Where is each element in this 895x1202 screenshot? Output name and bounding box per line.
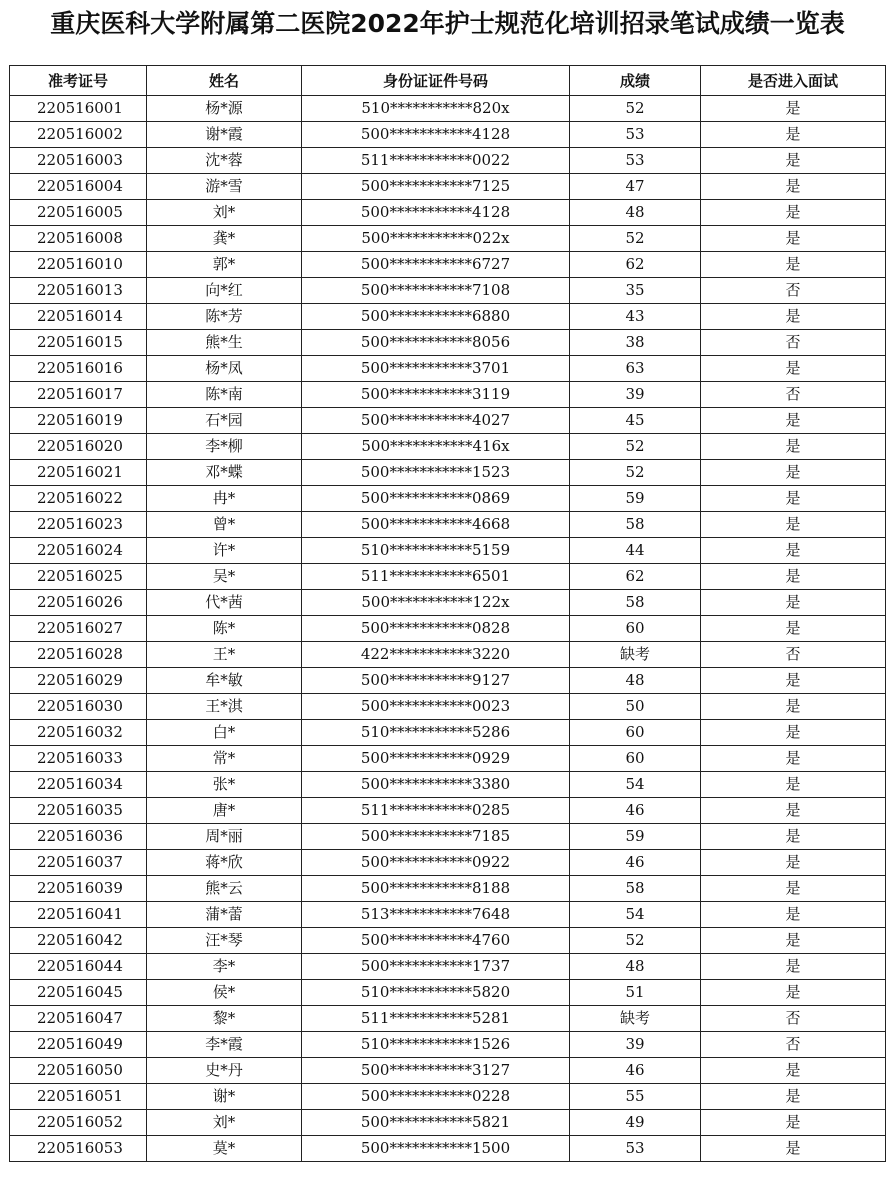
cell-interview: 是 <box>701 668 886 694</box>
page-title: 重庆医科大学附属第二医院2022年护士规范化培训招录笔试成绩一览表 <box>50 9 845 38</box>
cell-score: 52 <box>570 460 701 486</box>
table-row <box>10 148 886 174</box>
cell-score: 59 <box>570 824 701 850</box>
cell-interview: 否 <box>701 642 886 668</box>
table-row <box>10 252 886 278</box>
cell-interview: 是 <box>701 616 886 642</box>
cell-name: 李*柳 <box>147 434 302 460</box>
cell-id-number: 510***********5286 <box>302 720 570 746</box>
cell-interview: 是 <box>701 954 886 980</box>
col-header-exam-id: 准考证号 <box>10 66 147 96</box>
cell-interview: 是 <box>701 1084 886 1110</box>
cell-exam-id: 220516053 <box>10 1136 147 1162</box>
cell-id-number: 500***********3127 <box>302 1058 570 1084</box>
cell-interview: 是 <box>701 564 886 590</box>
col-header-score: 成绩 <box>570 66 701 96</box>
cell-interview: 是 <box>701 122 886 148</box>
cell-exam-id: 220516044 <box>10 954 147 980</box>
cell-name: 王*淇 <box>147 694 302 720</box>
table-row <box>10 1006 886 1032</box>
cell-score: 59 <box>570 486 701 512</box>
cell-exam-id: 220516025 <box>10 564 147 590</box>
cell-exam-id: 220516033 <box>10 746 147 772</box>
cell-exam-id: 220516045 <box>10 980 147 1006</box>
cell-id-number: 500***********1737 <box>302 954 570 980</box>
cell-id-number: 500***********4128 <box>302 200 570 226</box>
table-row <box>10 122 886 148</box>
cell-interview: 是 <box>701 538 886 564</box>
cell-score: 48 <box>570 668 701 694</box>
cell-score: 60 <box>570 746 701 772</box>
table-row <box>10 1084 886 1110</box>
table-row <box>10 954 886 980</box>
cell-id-number: 500***********4128 <box>302 122 570 148</box>
cell-score: 50 <box>570 694 701 720</box>
cell-interview: 否 <box>701 382 886 408</box>
cell-id-number: 500***********5821 <box>302 1110 570 1136</box>
cell-id-number: 500***********122x <box>302 590 570 616</box>
table-row <box>10 902 886 928</box>
cell-id-number: 500***********4668 <box>302 512 570 538</box>
cell-name: 张* <box>147 772 302 798</box>
table-row <box>10 590 886 616</box>
cell-id-number: 513***********7648 <box>302 902 570 928</box>
cell-interview: 是 <box>701 148 886 174</box>
cell-score: 47 <box>570 174 701 200</box>
table-row <box>10 1136 886 1162</box>
cell-name: 常* <box>147 746 302 772</box>
cell-name: 史*丹 <box>147 1058 302 1084</box>
table-row <box>10 746 886 772</box>
cell-name: 陈*芳 <box>147 304 302 330</box>
cell-exam-id: 220516003 <box>10 148 147 174</box>
cell-name: 谢* <box>147 1084 302 1110</box>
cell-name: 龚* <box>147 226 302 252</box>
cell-name: 向*红 <box>147 278 302 304</box>
cell-exam-id: 220516050 <box>10 1058 147 1084</box>
table-row <box>10 382 886 408</box>
cell-score: 46 <box>570 850 701 876</box>
table-row <box>10 850 886 876</box>
cell-id-number: 500***********6727 <box>302 252 570 278</box>
cell-interview: 是 <box>701 850 886 876</box>
cell-id-number: 500***********7185 <box>302 824 570 850</box>
cell-interview: 是 <box>701 96 886 122</box>
cell-name: 沈*蓉 <box>147 148 302 174</box>
table-row <box>10 408 886 434</box>
cell-score: 48 <box>570 200 701 226</box>
cell-name: 李*霞 <box>147 1032 302 1058</box>
cell-exam-id: 220516041 <box>10 902 147 928</box>
cell-name: 蒲*蕾 <box>147 902 302 928</box>
cell-interview: 是 <box>701 304 886 330</box>
cell-exam-id: 220516027 <box>10 616 147 642</box>
cell-id-number: 510***********1526 <box>302 1032 570 1058</box>
cell-interview: 是 <box>701 1110 886 1136</box>
cell-name: 陈* <box>147 616 302 642</box>
cell-id-number: 500***********0922 <box>302 850 570 876</box>
cell-score: 51 <box>570 980 701 1006</box>
cell-name: 郭* <box>147 252 302 278</box>
cell-score: 52 <box>570 96 701 122</box>
table-row <box>10 798 886 824</box>
cell-name: 杨*源 <box>147 96 302 122</box>
cell-name: 冉* <box>147 486 302 512</box>
cell-name: 杨*凤 <box>147 356 302 382</box>
cell-interview: 是 <box>701 590 886 616</box>
table-row <box>10 824 886 850</box>
cell-name: 侯* <box>147 980 302 1006</box>
cell-id-number: 500***********0023 <box>302 694 570 720</box>
cell-interview: 否 <box>701 1032 886 1058</box>
cell-interview: 是 <box>701 694 886 720</box>
cell-exam-id: 220516001 <box>10 96 147 122</box>
cell-id-number: 500***********9127 <box>302 668 570 694</box>
cell-interview: 是 <box>701 434 886 460</box>
cell-score: 52 <box>570 434 701 460</box>
cell-id-number: 511***********6501 <box>302 564 570 590</box>
cell-exam-id: 220516047 <box>10 1006 147 1032</box>
cell-name: 刘* <box>147 200 302 226</box>
cell-score: 缺考 <box>570 1006 701 1032</box>
cell-name: 蒋*欣 <box>147 850 302 876</box>
cell-interview: 是 <box>701 1136 886 1162</box>
cell-id-number: 500***********1500 <box>302 1136 570 1162</box>
table-row <box>10 174 886 200</box>
cell-id-number: 500***********0228 <box>302 1084 570 1110</box>
cell-name: 石*园 <box>147 408 302 434</box>
cell-score: 63 <box>570 356 701 382</box>
cell-score: 58 <box>570 512 701 538</box>
cell-score: 44 <box>570 538 701 564</box>
cell-exam-id: 220516035 <box>10 798 147 824</box>
cell-id-number: 500***********7108 <box>302 278 570 304</box>
table-row <box>10 1032 886 1058</box>
cell-id-number: 500***********3701 <box>302 356 570 382</box>
cell-exam-id: 220516004 <box>10 174 147 200</box>
table-row <box>10 720 886 746</box>
cell-name: 熊*云 <box>147 876 302 902</box>
cell-exam-id: 220516002 <box>10 122 147 148</box>
table-body <box>10 96 886 1162</box>
cell-score: 53 <box>570 148 701 174</box>
cell-name: 邓*蝶 <box>147 460 302 486</box>
cell-id-number: 500***********4027 <box>302 408 570 434</box>
cell-name: 许* <box>147 538 302 564</box>
table-row <box>10 876 886 902</box>
cell-score: 53 <box>570 1136 701 1162</box>
table-row <box>10 616 886 642</box>
table-row <box>10 642 886 668</box>
cell-id-number: 500***********0869 <box>302 486 570 512</box>
cell-interview: 是 <box>701 720 886 746</box>
cell-exam-id: 220516030 <box>10 694 147 720</box>
table-header-row <box>10 66 886 96</box>
cell-interview: 是 <box>701 902 886 928</box>
table-row <box>10 460 886 486</box>
table-row <box>10 200 886 226</box>
table-row <box>10 356 886 382</box>
cell-id-number: 500***********7125 <box>302 174 570 200</box>
cell-score: 52 <box>570 226 701 252</box>
cell-exam-id: 220516037 <box>10 850 147 876</box>
cell-id-number: 510***********5820 <box>302 980 570 1006</box>
cell-exam-id: 220516017 <box>10 382 147 408</box>
cell-id-number: 510***********5159 <box>302 538 570 564</box>
cell-interview: 是 <box>701 200 886 226</box>
table-row <box>10 226 886 252</box>
cell-score: 58 <box>570 876 701 902</box>
cell-score: 58 <box>570 590 701 616</box>
cell-score: 53 <box>570 122 701 148</box>
cell-exam-id: 220516021 <box>10 460 147 486</box>
table-row <box>10 304 886 330</box>
cell-interview: 否 <box>701 278 886 304</box>
table-row <box>10 668 886 694</box>
table-row <box>10 434 886 460</box>
table-row <box>10 96 886 122</box>
cell-score: 55 <box>570 1084 701 1110</box>
cell-interview: 是 <box>701 798 886 824</box>
cell-exam-id: 220516029 <box>10 668 147 694</box>
cell-interview: 是 <box>701 486 886 512</box>
cell-exam-id: 220516028 <box>10 642 147 668</box>
cell-exam-id: 220516013 <box>10 278 147 304</box>
cell-score: 46 <box>570 1058 701 1084</box>
cell-name: 李* <box>147 954 302 980</box>
cell-exam-id: 220516015 <box>10 330 147 356</box>
cell-id-number: 500***********0828 <box>302 616 570 642</box>
cell-interview: 是 <box>701 356 886 382</box>
cell-name: 周*丽 <box>147 824 302 850</box>
cell-interview: 是 <box>701 252 886 278</box>
table-row <box>10 980 886 1006</box>
table-row <box>10 928 886 954</box>
cell-score: 60 <box>570 616 701 642</box>
cell-id-number: 500***********1523 <box>302 460 570 486</box>
cell-name: 代*茜 <box>147 590 302 616</box>
cell-name: 刘* <box>147 1110 302 1136</box>
cell-name: 陈*南 <box>147 382 302 408</box>
cell-id-number: 511***********5281 <box>302 1006 570 1032</box>
table-row <box>10 512 886 538</box>
cell-score: 43 <box>570 304 701 330</box>
cell-exam-id: 220516042 <box>10 928 147 954</box>
cell-score: 39 <box>570 382 701 408</box>
cell-name: 白* <box>147 720 302 746</box>
cell-exam-id: 220516034 <box>10 772 147 798</box>
table-row <box>10 1110 886 1136</box>
cell-interview: 是 <box>701 512 886 538</box>
cell-id-number: 510***********820x <box>302 96 570 122</box>
cell-name: 谢*霞 <box>147 122 302 148</box>
table-row <box>10 694 886 720</box>
table-row <box>10 330 886 356</box>
cell-score: 39 <box>570 1032 701 1058</box>
cell-id-number: 500***********4760 <box>302 928 570 954</box>
cell-exam-id: 220516052 <box>10 1110 147 1136</box>
table-row <box>10 538 886 564</box>
cell-score: 52 <box>570 928 701 954</box>
cell-exam-id: 220516032 <box>10 720 147 746</box>
cell-name: 王* <box>147 642 302 668</box>
cell-score: 48 <box>570 954 701 980</box>
cell-id-number: 511***********0285 <box>302 798 570 824</box>
cell-exam-id: 220516014 <box>10 304 147 330</box>
cell-exam-id: 220516036 <box>10 824 147 850</box>
cell-score: 46 <box>570 798 701 824</box>
cell-exam-id: 220516022 <box>10 486 147 512</box>
cell-interview: 是 <box>701 824 886 850</box>
cell-interview: 是 <box>701 980 886 1006</box>
cell-score: 54 <box>570 902 701 928</box>
cell-interview: 是 <box>701 460 886 486</box>
cell-exam-id: 220516010 <box>10 252 147 278</box>
cell-interview: 否 <box>701 330 886 356</box>
cell-id-number: 500***********6880 <box>302 304 570 330</box>
col-header-id-number: 身份证证件号码 <box>302 66 570 96</box>
cell-name: 黎* <box>147 1006 302 1032</box>
cell-exam-id: 220516008 <box>10 226 147 252</box>
cell-exam-id: 220516026 <box>10 590 147 616</box>
cell-exam-id: 220516016 <box>10 356 147 382</box>
cell-exam-id: 220516049 <box>10 1032 147 1058</box>
score-table <box>9 65 886 1162</box>
table-row <box>10 486 886 512</box>
table-row <box>10 1058 886 1084</box>
cell-name: 曾* <box>147 512 302 538</box>
cell-name: 牟*敏 <box>147 668 302 694</box>
cell-exam-id: 220516039 <box>10 876 147 902</box>
col-header-name: 姓名 <box>147 66 302 96</box>
cell-interview: 是 <box>701 772 886 798</box>
cell-interview: 是 <box>701 1058 886 1084</box>
cell-id-number: 500***********8056 <box>302 330 570 356</box>
cell-score: 60 <box>570 720 701 746</box>
cell-exam-id: 220516023 <box>10 512 147 538</box>
cell-exam-id: 220516024 <box>10 538 147 564</box>
cell-id-number: 500***********3380 <box>302 772 570 798</box>
cell-exam-id: 220516019 <box>10 408 147 434</box>
cell-interview: 是 <box>701 408 886 434</box>
cell-score: 缺考 <box>570 642 701 668</box>
cell-id-number: 500***********022x <box>302 226 570 252</box>
cell-interview: 是 <box>701 876 886 902</box>
cell-exam-id: 220516020 <box>10 434 147 460</box>
cell-exam-id: 220516051 <box>10 1084 147 1110</box>
cell-exam-id: 220516005 <box>10 200 147 226</box>
cell-score: 45 <box>570 408 701 434</box>
cell-score: 62 <box>570 252 701 278</box>
cell-id-number: 511***********0022 <box>302 148 570 174</box>
col-header-interview: 是否进入面试 <box>701 66 886 96</box>
cell-id-number: 500***********0929 <box>302 746 570 772</box>
cell-name: 游*雪 <box>147 174 302 200</box>
table-row <box>10 278 886 304</box>
cell-score: 35 <box>570 278 701 304</box>
cell-score: 62 <box>570 564 701 590</box>
cell-id-number: 422***********3220 <box>302 642 570 668</box>
cell-interview: 是 <box>701 928 886 954</box>
cell-score: 38 <box>570 330 701 356</box>
cell-id-number: 500***********8188 <box>302 876 570 902</box>
cell-interview: 否 <box>701 1006 886 1032</box>
cell-interview: 是 <box>701 174 886 200</box>
cell-score: 49 <box>570 1110 701 1136</box>
cell-name: 汪*琴 <box>147 928 302 954</box>
cell-name: 吴* <box>147 564 302 590</box>
cell-name: 莫* <box>147 1136 302 1162</box>
cell-name: 熊*生 <box>147 330 302 356</box>
table-row <box>10 772 886 798</box>
cell-score: 54 <box>570 772 701 798</box>
table-row <box>10 564 886 590</box>
cell-interview: 是 <box>701 226 886 252</box>
cell-id-number: 500***********416x <box>302 434 570 460</box>
cell-interview: 是 <box>701 746 886 772</box>
cell-id-number: 500***********3119 <box>302 382 570 408</box>
cell-name: 唐* <box>147 798 302 824</box>
